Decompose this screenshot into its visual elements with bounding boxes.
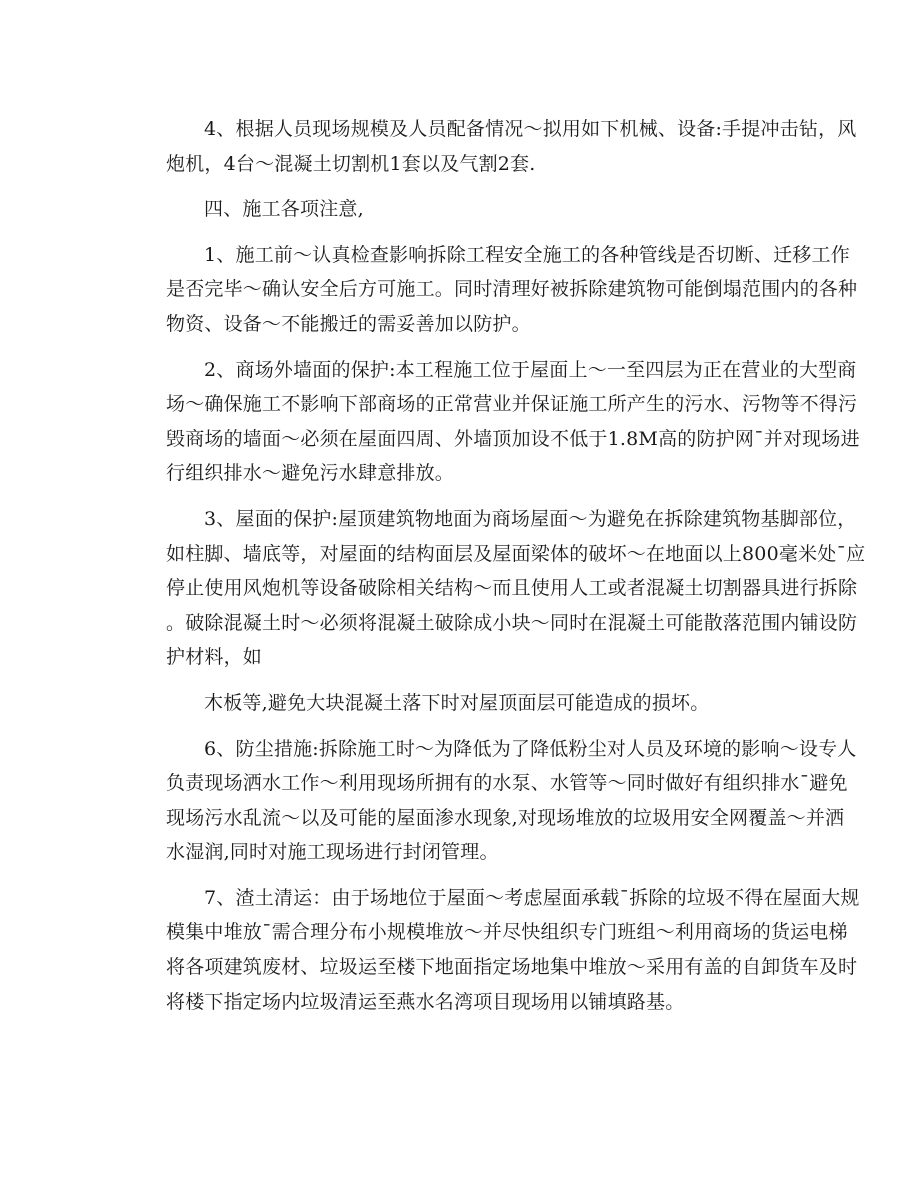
text-line: 停止使用风炮机等设备破除相关结构～而且使用人工或者混凝土切割器具进行拆除 bbox=[166, 577, 858, 600]
text-line: 负责现场洒水工作～利用现场所拥有的水泵、水管等～同时做好有组织排水ˉ避免 bbox=[166, 772, 848, 795]
text-line: 炮机，4台～混凝土切割机1套以及气割2套. bbox=[166, 152, 536, 175]
text-line: 四、施工各项注意, bbox=[204, 198, 364, 221]
text-line: 毁商场的墙面～必须在屋面四周、外墙顶加设不低于1.8M高的防护网ˉ并对现场进 bbox=[166, 427, 860, 450]
text-line: 2、商场外墙面的保护:本工程施工位于屋面上～一至四层为正在营业的大型商 bbox=[204, 358, 857, 381]
text-line: 护材料，如 bbox=[166, 646, 263, 669]
text-line: 行组织排水～避免污水肆意排放。 bbox=[166, 462, 455, 485]
text-line: 将楼下指定场内垃圾清运至燕水名湾项目现场用以铺填路基。 bbox=[166, 990, 685, 1013]
text-line: 水湿润,同时对施工现场进行封闭管理。 bbox=[166, 841, 499, 864]
text-line: 3、屋面的保护:屋顶建筑物地面为商场屋面～为避免在拆除建筑物基脚部位， bbox=[204, 507, 857, 530]
section-heading-precautions bbox=[128, 192, 792, 227]
text-line: 物资、设备～不能搬迁的需妥善加以防护。 bbox=[166, 312, 531, 335]
text-line: 现场污水乱流～以及可能的屋面渗水现象,对现场堆放的垃圾用安全网覆盖～并洒 bbox=[166, 806, 845, 829]
text-line: 如柱脚、墙底等，对屋面的结构面层及屋面梁体的破坏～在地面以上800毫米处ˉ应 bbox=[166, 542, 866, 565]
paragraph-debris-removal bbox=[128, 881, 860, 1019]
paragraph-wall-protection bbox=[128, 353, 860, 491]
paragraph-roof-protection-cont bbox=[128, 686, 792, 721]
paragraph-roof-protection bbox=[128, 502, 866, 675]
document-body bbox=[128, 112, 866, 1030]
text-line: 模集中堆放ˉ需合理分布小规模堆放～并尽快组织专门班组～利用商场的货运电梯 bbox=[166, 921, 848, 944]
text-line: 6、防尘措施:拆除施工时～为降低为了降低粉尘对人员及环境的影响～设专人 bbox=[204, 737, 857, 760]
text-line: 木板等,避免大块混凝土落下时对屋顶面层可能造成的损坏。 bbox=[204, 691, 710, 714]
text-line: 1、施工前～认真检查影响拆除工程安全施工的各种管线是否切断、迁移工作 bbox=[204, 243, 850, 266]
text-line: 7、渣土清运：由于场地位于屋面～考虑屋面承载ˉ拆除的垃圾不得在屋面大规 bbox=[204, 886, 860, 909]
text-line: 。破除混凝土时～必须将混凝土破除成小块～同时在混凝土可能散落范围内铺设防 bbox=[166, 611, 858, 634]
paragraph-machinery bbox=[128, 112, 857, 181]
text-line: 4、根据人员现场规模及人员配备情况～拟用如下机械、设备:手提冲击钻，风 bbox=[204, 118, 857, 140]
text-line: 将各项建筑废材、垃圾运至楼下地面指定场地集中堆放～采用有盖的自卸货车及时 bbox=[166, 956, 858, 979]
paragraph-dust-control bbox=[128, 732, 857, 870]
text-line: 场～确保施工不影响下部商场的正常营业并保证施工所产生的污水、污物等不得污 bbox=[166, 393, 858, 416]
text-line: 是否完毕～确认安全后方可施工。同时清理好被拆除建筑物可能倒塌范围内的各种 bbox=[166, 278, 858, 301]
paragraph-pre-construction bbox=[128, 238, 858, 342]
